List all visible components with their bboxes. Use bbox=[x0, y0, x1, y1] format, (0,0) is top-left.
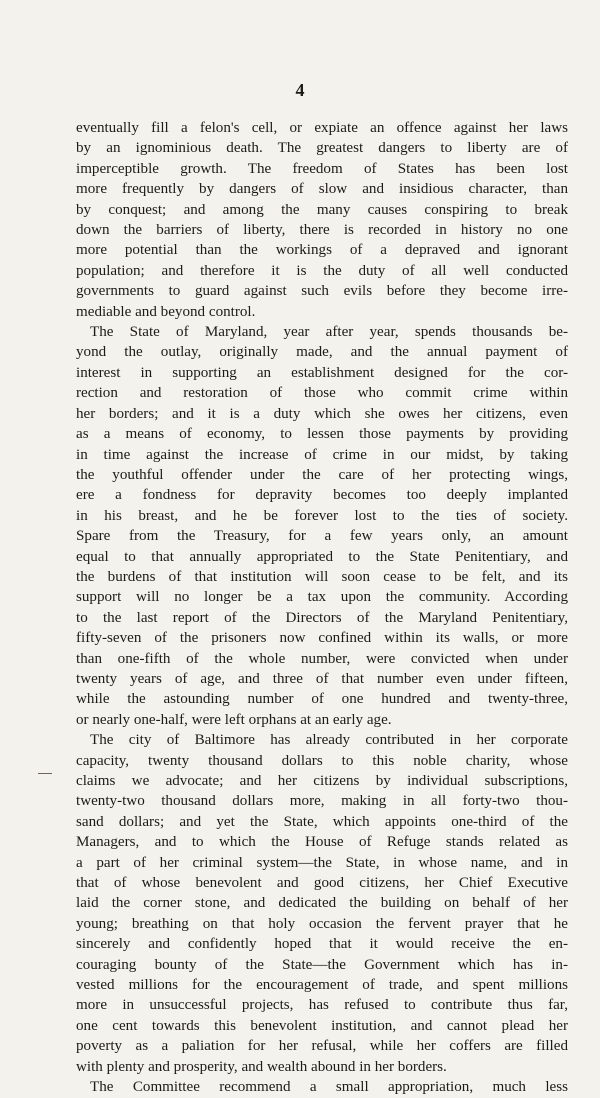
text-line: a part of her criminal system—the State, in whose name, and in bbox=[76, 854, 568, 871]
text-line: claims we advocate; and her citizens by individual subscriptions, bbox=[76, 773, 568, 789]
text-line: in time against the increase of crime in our midst, by taking bbox=[76, 446, 568, 463]
text-line: young; breathing on that holy occasion the fervent prayer that he bbox=[76, 915, 568, 932]
text-line: poverty as a paliation for her refusal, while her coffers are filled bbox=[76, 1038, 568, 1055]
text-line: down the barriers of liberty, there is recorded in history no one bbox=[76, 222, 568, 239]
text-line: twenty years of age, and three of that number even under fifteen, bbox=[76, 670, 568, 687]
text-line: more potential than the workings of a depraved and ignorant bbox=[76, 242, 568, 259]
text-line: equal to that annually appropriated to the State Penitentiary, and bbox=[76, 548, 568, 565]
text-line: rection and restoration of those who commit crime within bbox=[76, 385, 568, 402]
text-line: with plenty and prosperity, and wealth abound in her borders. bbox=[76, 1058, 447, 1075]
text-line: her borders; and it is a duty which she owes her citizens, even bbox=[76, 405, 568, 422]
text-line: mediable and beyond control. bbox=[76, 303, 256, 320]
margin-mark bbox=[38, 773, 52, 774]
text-line: couraging bounty of the State—the Government which has in- bbox=[76, 956, 568, 973]
text-line: as a means of economy, to lessen those payments by providing bbox=[76, 426, 568, 443]
text-line: twenty-two thousand dollars more, making in all forty-two thou- bbox=[76, 793, 568, 810]
text-line: sincerely and confidently hoped that it would receive the en- bbox=[76, 936, 568, 953]
text-line: imperceptible growth. The freedom of States has been lost bbox=[76, 160, 568, 177]
text-line: governments to guard against such evils before they become irre- bbox=[76, 283, 568, 300]
text-line: The Committee recommend a small appropriation, much less bbox=[90, 1079, 568, 1096]
text-line: to the last report of the Directors of the Maryland Penitentiary, bbox=[76, 609, 568, 626]
text-line: fifty-seven of the prisoners now confined within its walls, or more bbox=[76, 630, 568, 647]
text-line: yond the outlay, originally made, and the annual payment of bbox=[76, 344, 568, 361]
text-line: sand dollars; and yet the State, which appoints one-third of the bbox=[76, 813, 568, 830]
text-line: ere a fondness for depravity becomes too deeply implanted bbox=[76, 487, 568, 504]
body-text bbox=[76, 118, 568, 1098]
text-line: by an ignominious death. The greatest dangers to liberty are of bbox=[76, 140, 568, 157]
text-line: more in unsuccessful projects, has refused to contribute thus far, bbox=[76, 997, 568, 1014]
text-line: the burdens of that institution will soon cease to be felt, and its bbox=[76, 568, 568, 585]
text-line: population; and therefore it is the duty of all well conducted bbox=[76, 262, 568, 279]
text-line: in his breast, and he be forever lost to the ties of society. bbox=[76, 507, 568, 524]
text-line: or nearly one-half, were left orphans at an early age. bbox=[76, 711, 392, 728]
text-line: interest in supporting an establishment designed for the cor- bbox=[76, 364, 568, 381]
text-line: Managers, and to which the House of Refuge stands related as bbox=[76, 834, 568, 851]
text-line: Spare from the Treasury, for a few years only, an amount bbox=[76, 528, 568, 545]
text-line: that of whose benevolent and good citizens, her Chief Executive bbox=[76, 875, 568, 892]
text-line: by conquest; and among the many causes conspiring to break bbox=[76, 201, 568, 218]
page-number: 4 bbox=[295, 80, 305, 100]
text-line: laid the corner stone, and dedicated the building on behalf of her bbox=[76, 895, 568, 912]
text-line: than one-fifth of the whole number, were convicted when under bbox=[76, 650, 568, 667]
text-line: while the astounding number of one hundred and twenty-three, bbox=[76, 691, 568, 708]
text-line: The State of Maryland, year after year, spends thousands be- bbox=[90, 324, 568, 341]
text-line: capacity, twenty thousand dollars to this noble charity, whose bbox=[76, 752, 568, 769]
text-line: the youthful offender under the care of her protecting wings, bbox=[76, 466, 568, 483]
text-line: The city of Baltimore has already contributed in her corporate bbox=[90, 732, 568, 749]
text-line: support will no longer be a tax upon the community. According bbox=[76, 589, 568, 606]
text-line: vested millions for the encouragement of trade, and spent millions bbox=[76, 977, 568, 994]
text-line: more frequently by dangers of slow and insidious character, than bbox=[76, 181, 568, 198]
text-line: eventually fill a felon's cell, or expiate an offence against her laws bbox=[76, 120, 568, 136]
text-line: one cent towards this benevolent institution, and cannot plead her bbox=[76, 1017, 568, 1034]
